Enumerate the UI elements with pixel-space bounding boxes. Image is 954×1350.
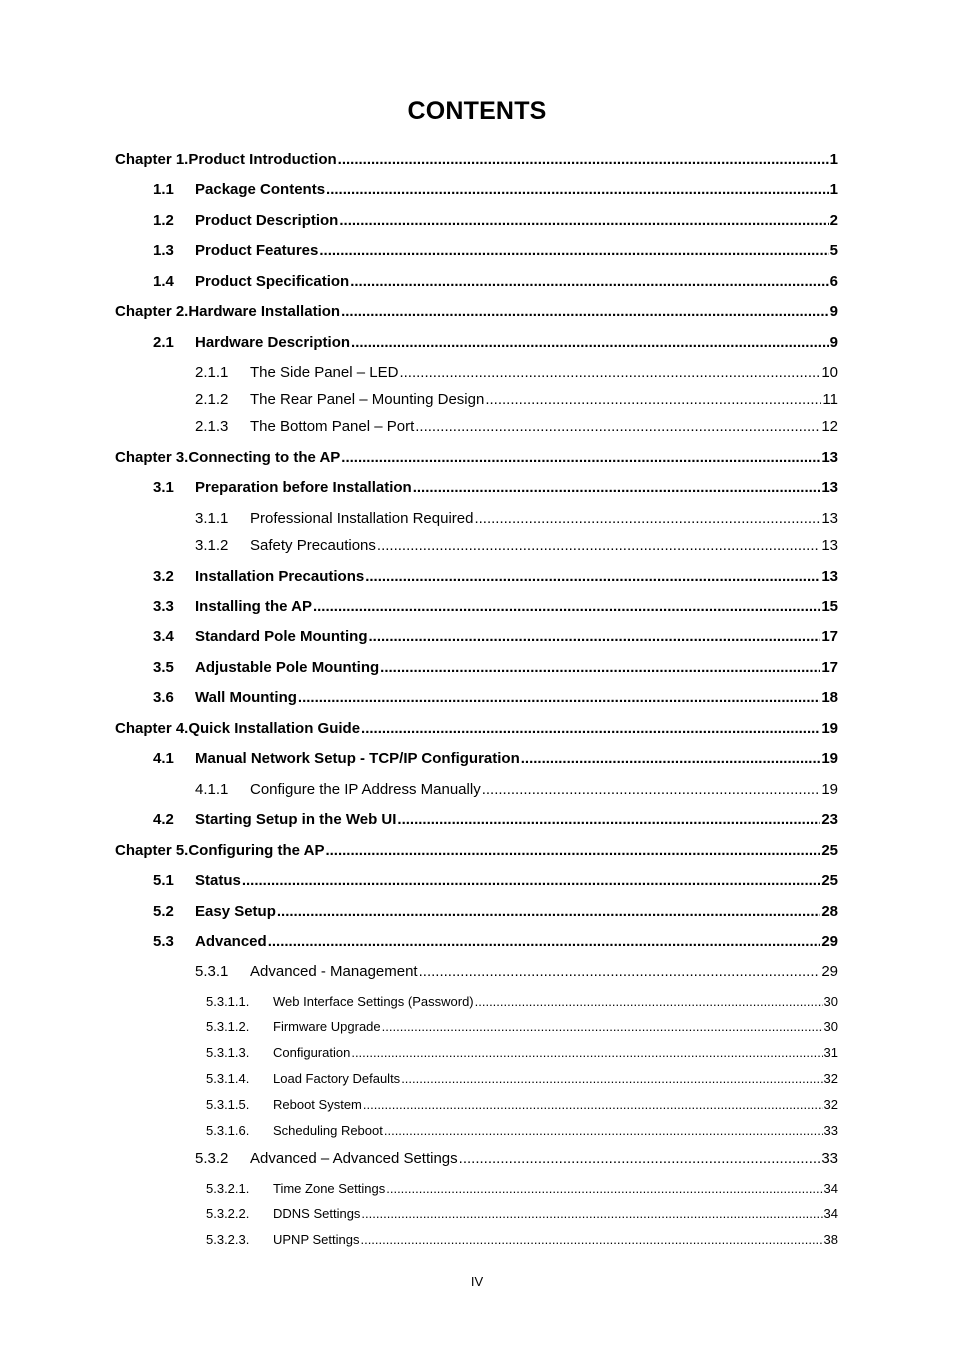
toc-entry-page: 30 [823, 1019, 838, 1034]
toc-dot-leader [341, 448, 820, 468]
toc-entry-page: 23 [821, 811, 838, 828]
toc-entry[interactable] [195, 417, 838, 437]
toc-entry[interactable] [153, 871, 838, 891]
toc-entry[interactable] [206, 1121, 838, 1141]
toc-entry-number: 2.1.1 [195, 364, 229, 381]
toc-entry-label: Configure the IP Address Manually [250, 781, 481, 798]
toc-entry-number: 5.3.1.3. [206, 1045, 250, 1060]
toc-entry[interactable] [153, 688, 838, 708]
toc-entry-page: 38 [823, 1232, 838, 1247]
toc-dot-leader [313, 597, 820, 617]
toc-entry-number: 3.1.2 [195, 537, 229, 554]
toc-dot-leader [341, 302, 829, 322]
toc-dot-leader [415, 417, 820, 437]
toc-entry-label: Load Factory Defaults [273, 1071, 401, 1086]
toc-entry-label: Standard Pole Mounting [195, 628, 368, 645]
page-number: IV [470, 1274, 484, 1289]
toc-dot-leader [361, 719, 820, 739]
toc-entry-number: 3.6 [153, 689, 174, 706]
toc-entry-page: 19 [821, 750, 838, 767]
toc-entry-number: 5.3.1.4. [206, 1071, 250, 1086]
toc-entry-number: 5.3 [153, 933, 174, 950]
toc-entry-label: Wall Mounting [195, 689, 297, 706]
toc-entry-label: Advanced - Management [250, 963, 418, 980]
toc-dot-leader [474, 509, 820, 529]
toc-dot-leader [475, 992, 823, 1012]
toc-entry-page: 29 [821, 933, 838, 950]
toc-entry-label: Product Description [195, 212, 339, 229]
toc-entry-label: Package Contents [195, 181, 326, 198]
toc-entry-page: 32 [823, 1097, 838, 1112]
toc-entry[interactable] [153, 180, 838, 200]
toc-entry-label: Scheduling Reboot [273, 1123, 383, 1138]
toc-entry[interactable] [115, 719, 838, 739]
toc-entry[interactable] [115, 150, 838, 170]
toc-entry-page: 13 [821, 537, 838, 554]
toc-entry-number: 5.3.1 [195, 963, 229, 980]
toc-dot-leader [521, 749, 821, 769]
toc-entry-number: 2.1 [153, 334, 174, 351]
toc-entry-label: Web Interface Settings (Password) [273, 994, 474, 1009]
toc-entry-page: 34 [823, 1206, 838, 1221]
toc-entry[interactable] [153, 211, 838, 231]
toc-entry-label: Configuration [273, 1045, 351, 1060]
toc-entry-number: 5.3.1.6. [206, 1123, 250, 1138]
toc-entry-page: 19 [821, 720, 838, 737]
toc-entry-label: UPNP Settings [273, 1232, 360, 1247]
toc-entry-number: 5.1 [153, 872, 174, 889]
toc-entry-number: 2.1.3 [195, 418, 229, 435]
toc-entry-label: Easy Setup [195, 903, 276, 920]
toc-entry-number: 3.4 [153, 628, 174, 645]
toc-entry-label: Safety Precautions [250, 537, 376, 554]
toc-entry-label: Chapter 4.Quick Installation Guide [115, 720, 361, 737]
toc-entry-label: Installation Precautions [195, 568, 365, 585]
toc-entry-page: 32 [823, 1071, 838, 1086]
toc-dot-leader [380, 658, 820, 678]
toc-entry-label: Chapter 2.Hardware Installation [115, 303, 341, 320]
toc-entry-page: 31 [823, 1045, 838, 1060]
toc-dot-leader [325, 841, 820, 861]
toc-entry[interactable] [115, 448, 838, 468]
toc-entry[interactable] [153, 478, 838, 498]
toc-entry[interactable] [153, 749, 838, 769]
toc-dot-leader [350, 272, 828, 292]
toc-dot-leader [361, 1204, 822, 1224]
toc-dot-leader [399, 363, 820, 383]
toc-entry-label: Chapter 1.Product Introduction [115, 151, 337, 168]
toc-dot-leader [351, 1043, 822, 1063]
toc-dot-leader [377, 536, 820, 556]
toc-entry-page: 13 [821, 568, 838, 585]
toc-dot-leader [397, 810, 820, 830]
toc-entry-number: 1.2 [153, 212, 174, 229]
toc-entry[interactable] [195, 509, 838, 529]
toc-entry-label: Reboot System [273, 1097, 362, 1112]
toc-entry-number: 5.3.1.1. [206, 994, 250, 1009]
toc-dot-leader [369, 627, 821, 647]
toc-dot-leader [419, 962, 821, 982]
toc-entry-number: 1.1 [153, 181, 174, 198]
toc-dot-leader [360, 1230, 822, 1250]
toc-entry[interactable] [206, 1230, 838, 1250]
toc-entry[interactable] [206, 992, 838, 1012]
toc-entry-label: The Side Panel – LED [250, 364, 399, 381]
toc-entry-page: 33 [823, 1123, 838, 1138]
toc-entry-number: 1.4 [153, 273, 174, 290]
toc-dot-leader [319, 241, 828, 261]
toc-entry[interactable] [153, 627, 838, 647]
toc-entry-number: 5.3.1.5. [206, 1097, 250, 1112]
toc-entry-page: 11 [822, 391, 838, 408]
toc-entry-page: 29 [821, 963, 838, 980]
toc-dot-leader [485, 390, 821, 410]
toc-entry-label: Professional Installation Required [250, 510, 474, 527]
toc-entry[interactable] [153, 597, 838, 617]
toc-entry-label: Firmware Upgrade [273, 1019, 381, 1034]
toc-entry[interactable] [153, 333, 838, 353]
toc-entry[interactable] [206, 1095, 838, 1115]
toc-entry-page: 9 [829, 334, 838, 351]
toc-entry-page: 18 [821, 689, 838, 706]
toc-entry-number: 4.1.1 [195, 781, 229, 798]
toc-entry[interactable] [195, 1149, 838, 1169]
toc-entry-number: 5.3.2 [195, 1150, 229, 1167]
toc-dot-leader [338, 150, 829, 170]
toc-entry-label: Product Specification [195, 273, 350, 290]
toc-entry-number: 3.5 [153, 659, 174, 676]
toc-dot-leader [351, 333, 829, 353]
toc-entry-page: 15 [821, 598, 838, 615]
toc-entry-label: The Bottom Panel – Port [250, 418, 415, 435]
toc-entry-number: 4.2 [153, 811, 174, 828]
toc-entry-number: 2.1.2 [195, 391, 229, 408]
toc-entry-page: 9 [829, 303, 838, 320]
toc-dot-leader [459, 1149, 821, 1169]
toc-entry-page: 5 [829, 242, 838, 259]
toc-entry[interactable] [195, 536, 838, 556]
toc-entry-page: 28 [821, 903, 838, 920]
toc-entry-number: 4.1 [153, 750, 174, 767]
toc-dot-leader [298, 688, 820, 708]
toc-entry-label: Starting Setup in the Web UI [195, 811, 397, 828]
toc-entry[interactable] [206, 1069, 838, 1089]
toc-entry[interactable] [206, 1043, 838, 1063]
toc-entry-page: 13 [821, 479, 838, 496]
toc-entry-label: Time Zone Settings [273, 1181, 386, 1196]
toc-entry-page: 17 [821, 628, 838, 645]
toc-entry-label: Chapter 3.Connecting to the AP [115, 449, 341, 466]
toc-entry-page: 13 [821, 510, 838, 527]
toc-entry[interactable] [195, 780, 838, 800]
toc-entry-page: 12 [821, 418, 838, 435]
toc-entry[interactable] [153, 810, 838, 830]
toc-entry-label: Advanced – Advanced Settings [250, 1150, 458, 1167]
page-title: CONTENTS [407, 97, 547, 125]
toc-entry-label: Hardware Description [195, 334, 351, 351]
toc-entry[interactable] [153, 932, 838, 952]
toc-dot-leader [482, 780, 821, 800]
toc-entry-page: 30 [823, 994, 838, 1009]
toc-entry-number: 1.3 [153, 242, 174, 259]
toc-entry[interactable] [153, 902, 838, 922]
toc-dot-leader [401, 1069, 822, 1089]
toc-entry-page: 19 [821, 781, 838, 798]
toc-entry[interactable] [153, 567, 838, 587]
toc-entry[interactable] [153, 272, 838, 292]
toc-entry[interactable] [195, 390, 838, 410]
toc-entry-number: 5.3.2.1. [206, 1181, 250, 1196]
toc-dot-leader [277, 902, 820, 922]
toc-dot-leader [363, 1095, 823, 1115]
toc-entry-label: Status [195, 872, 241, 889]
toc-entry-page: 34 [823, 1181, 838, 1196]
toc-entry-label: Product Features [195, 242, 319, 259]
toc-entry-page: 25 [821, 842, 838, 859]
toc-entry-label: The Rear Panel – Mounting Design [250, 391, 485, 408]
toc-entry[interactable] [206, 1179, 838, 1199]
toc-entry-label: Manual Network Setup - TCP/IP Configuration [195, 750, 520, 767]
toc-entry-page: 1 [829, 151, 838, 168]
toc-dot-leader [386, 1179, 822, 1199]
toc-dot-leader [339, 211, 828, 231]
toc-dot-leader [382, 1017, 823, 1037]
toc-entry-label: Adjustable Pole Mounting [195, 659, 380, 676]
toc-entry[interactable] [153, 658, 838, 678]
toc-entry-number: 3.2 [153, 568, 174, 585]
toc-entry[interactable] [195, 363, 838, 383]
toc-entry-label: Installing the AP [195, 598, 312, 615]
toc-entry-number: 5.3.2.3. [206, 1232, 250, 1247]
toc-entry-number: 3.1.1 [195, 510, 229, 527]
toc-entry[interactable] [115, 841, 838, 861]
toc-entry-number: 5.2 [153, 903, 174, 920]
toc-entry-label: DDNS Settings [273, 1206, 361, 1221]
toc-entry-page: 1 [829, 181, 838, 198]
toc-entry-page: 13 [821, 449, 838, 466]
toc-entry-number: 5.3.1.2. [206, 1019, 250, 1034]
toc-entry-label: Advanced [195, 933, 267, 950]
toc-dot-leader [365, 567, 820, 587]
toc-entry-page: 17 [821, 659, 838, 676]
toc-entry[interactable] [206, 1017, 838, 1037]
toc-dot-leader [242, 871, 820, 891]
toc-entry[interactable] [115, 302, 838, 322]
toc-entry[interactable] [153, 241, 838, 261]
toc-entry-number: 5.3.2.2. [206, 1206, 250, 1221]
toc-dot-leader [384, 1121, 823, 1141]
toc-dot-leader [268, 932, 821, 952]
toc-entry-page: 6 [829, 273, 838, 290]
toc-entry-page: 2 [829, 212, 838, 229]
toc-entry-number: 3.3 [153, 598, 174, 615]
toc-entry-page: 33 [821, 1150, 838, 1167]
toc-entry-number: 3.1 [153, 479, 174, 496]
toc-entry-label: Preparation before Installation [195, 479, 412, 496]
toc-dot-leader [413, 478, 821, 498]
toc-entry-label: Chapter 5.Configuring the AP [115, 842, 325, 859]
toc-entry-page: 25 [821, 872, 838, 889]
toc-entry[interactable] [195, 962, 838, 982]
toc-dot-leader [326, 180, 829, 200]
toc-entry-page: 10 [821, 364, 838, 381]
toc-entry[interactable] [206, 1204, 838, 1224]
